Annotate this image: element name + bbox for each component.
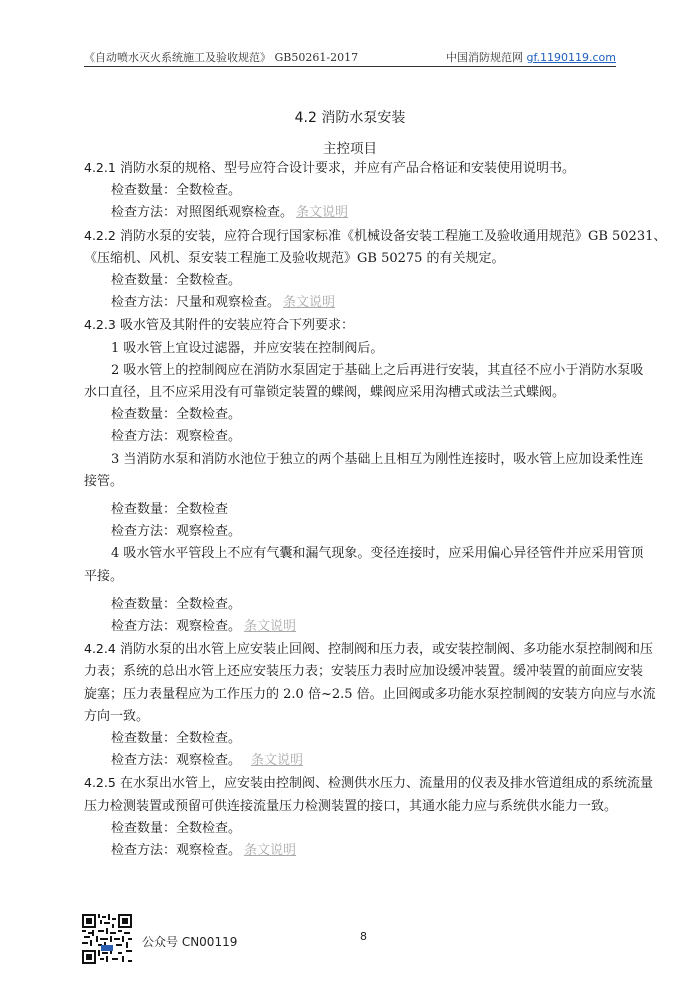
clause-text: 消防水泵的规格、型号应符合设计要求，并应有产品合格证和安装使用说明书。 <box>115 161 575 176</box>
section-title: 4.2 消防水泵安装 <box>294 110 406 126</box>
clause-text-continued: 力表；系统的总出水管上还应安装压力表；安装压力表时应加设缓冲装置。缓冲装置的前面应安装 <box>84 664 644 680</box>
clause-number: 4.2.4 <box>84 641 116 657</box>
clause-explanation-link[interactable]: 条文说明 <box>283 295 336 311</box>
inspection-quantity: 检查数量：全数检查。 <box>111 596 242 612</box>
list-item-4-continued: 平接。 <box>84 568 124 584</box>
clause-4-2-2 <box>84 225 667 248</box>
clause-text-continued: 《压缩机、风机、泵安装工程施工及验收规范》GB 50275 的有关规定。 <box>84 250 505 266</box>
inspection-quantity: 检查数量：全数检查。 <box>111 820 242 836</box>
clause-text: 在水泵出水管上，应安装由控制阀、检测供水压力、流量用的仪表及排水管道组成的系统流量 <box>115 776 653 792</box>
inspection-quantity: 检查数量：全数检查。 <box>111 407 242 423</box>
clause-text-continued: 方向一致。 <box>84 708 150 724</box>
inspection-quantity: 检查数量：全数检查 <box>111 502 229 518</box>
inspection-method-text: 检查方法：观察检查。 <box>111 619 242 635</box>
header-doc-title: 《自动喷水灭火系统施工及验收规范》 GB50261-2017 <box>84 51 359 64</box>
inspection-method: 检查方法：观察检查。 <box>111 429 242 445</box>
inspection-quantity: 检查数量：全数检查。 <box>111 273 242 289</box>
list-item-1: 1 吸水管上宜设过滤器，并应安装在控制阀后。 <box>111 340 384 356</box>
page-header <box>84 50 616 67</box>
clause-number: 4.2.1 <box>84 160 116 175</box>
inspection-method <box>84 750 618 772</box>
header-site-link[interactable]: gf.1190119.com <box>526 51 616 64</box>
inspection-method <box>84 292 618 314</box>
header-site <box>446 50 616 66</box>
qr-code-icon <box>82 914 132 964</box>
clause-explanation-link[interactable]: 条文说明 <box>296 205 349 221</box>
header-site-name: 中国消防规范网 <box>445 51 527 64</box>
clause-4-2-3 <box>84 314 618 337</box>
page-number: 8 <box>360 930 367 943</box>
clause-content <box>84 157 667 862</box>
clause-explanation-link[interactable]: 条文说明 <box>244 843 297 859</box>
inspection-method-text: 检查方法：对照图纸观察检查。 <box>111 205 294 221</box>
clause-text: 消防水泵的出水管上应安装止回阀、控制阀和压力表，或安装控制阀、多功能水泵控制阀和压 <box>115 642 653 658</box>
clause-number: 4.2.5 <box>84 775 116 791</box>
clause-text-continued: 压力检测装置或预留可供连接流量压力检测装置的接口，其通水能力应与系统供水能力一致。 <box>84 798 618 814</box>
inspection-quantity: 检查数量：全数检查。 <box>111 731 242 747</box>
list-item-3-continued: 接管。 <box>84 473 124 489</box>
inspection-method: 检查方法：观察检查。 <box>111 524 242 540</box>
clause-number: 4.2.2 <box>84 227 116 243</box>
list-item-2: 2 吸水管上的控制阀应在消防水泵固定于基础上之后再进行安装，其直径不应小于消防水泵吸 <box>111 362 644 378</box>
clause-text: 吸水管及其附件的安装应符合下列要求： <box>115 318 354 334</box>
clause-number: 4.2.3 <box>84 317 116 333</box>
inspection-method-text: 检查方法：尺量和观察检查。 <box>111 295 281 311</box>
clause-text-continued: 旋塞；压力表量程应为工作压力的 2.0 倍~2.5 倍。止回阀或多功能水泵控制阀的安装方向应与水流 <box>84 686 656 702</box>
inspection-method <box>84 616 618 638</box>
inspection-method <box>84 202 618 224</box>
inspection-quantity: 检查数量：全数检查。 <box>111 183 242 199</box>
inspection-method-text: 检查方法：观察检查。 <box>111 753 242 769</box>
list-item-3: 3 当消防水泵和消防水池位于独立的两个基础上且相互为刚性连接时，吸水管上应加设柔性连 <box>111 451 644 467</box>
clause-4-2-1 <box>84 157 618 180</box>
inspection-method <box>84 840 618 862</box>
clause-4-2-5 <box>84 772 653 795</box>
list-item-2-continued: 水口直径，且不应采用没有可靠锁定装置的蝶阀，蝶阀应采用沟槽式或法兰式蝶阀。 <box>84 385 566 401</box>
clause-explanation-link[interactable]: 条文说明 <box>251 753 304 769</box>
clause-4-2-4 <box>84 638 653 661</box>
list-item-4: 4 吸水管水平管段上不应有气囊和漏气现象。变径连接时，应采用偏心异径管件并应采用管顶 <box>111 546 644 562</box>
inspection-method-text: 检查方法：观察检查。 <box>111 843 242 859</box>
wechat-account: 公众号 CN00119 <box>142 935 238 949</box>
clause-text: 消防水泵的安装，应符合现行国家标准《机械设备安装工程施工及验收通用规范》GB 50231、 <box>115 228 667 244</box>
clause-explanation-link[interactable]: 条文说明 <box>244 619 297 635</box>
subsection-title: 主控项目 <box>323 141 377 157</box>
